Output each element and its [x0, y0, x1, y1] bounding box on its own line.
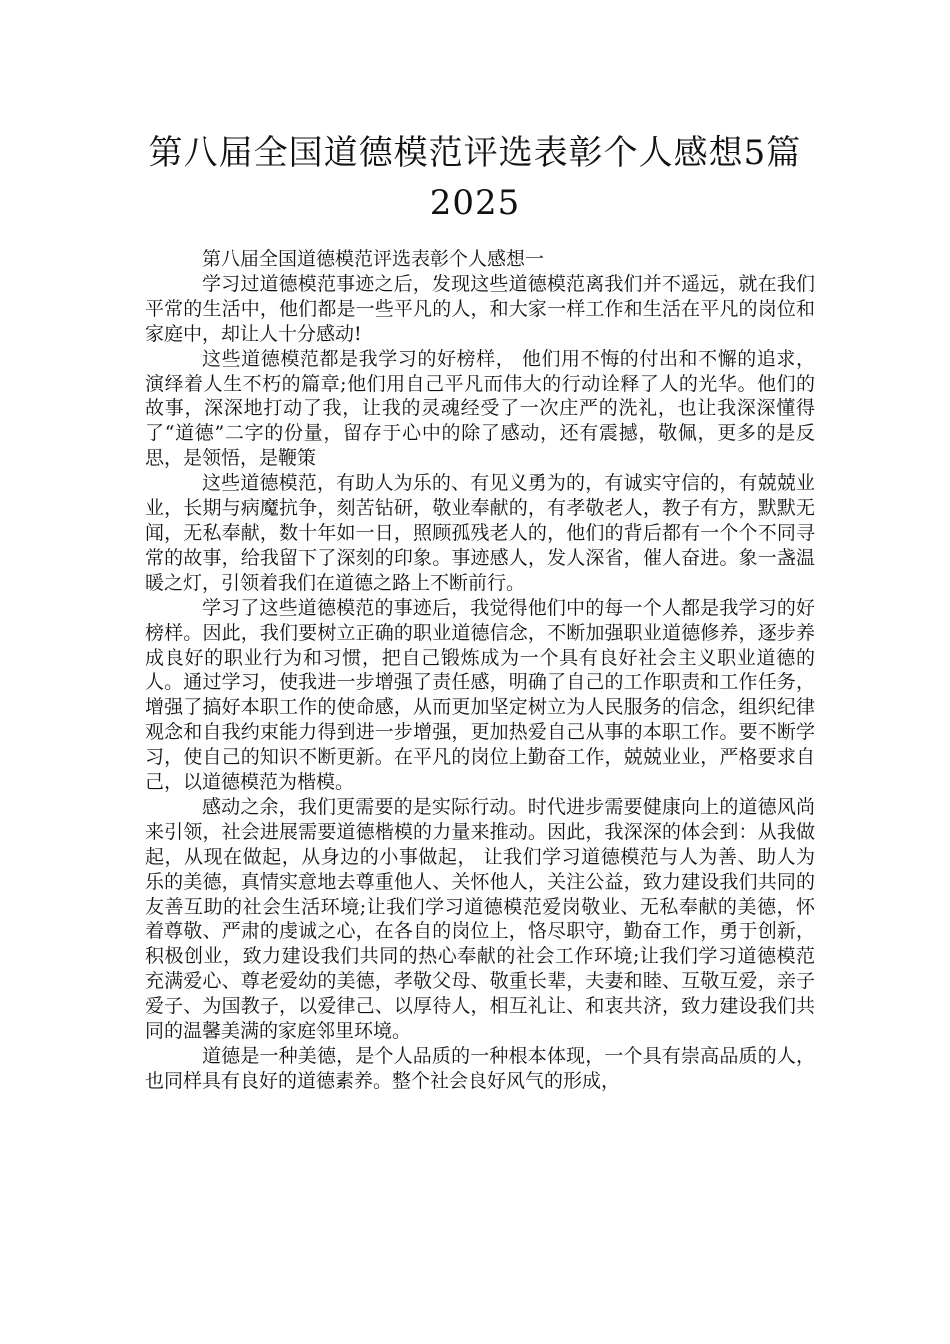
- document-body: [145, 247, 815, 1094]
- paragraph: 这些道德模范都是我学习的好榜样， 他们用不悔的付出和不懈的追求，演绎着人生不朽的篇章;他们用自己平凡而伟大的行动诠释了人的光华。他们的故事，深深地打动了我，让我的灵魂经受了一次庄严的洗礼，也让我深深懂得了“道德”二字的份量，留存于心中的除了感动，还有震撼，敬佩，更多的是反思，是领悟，是鞭策: [145, 347, 815, 470]
- document-title: 第八届全国道德模范评选表彰个人感想5篇2025: [148, 133, 802, 223]
- paragraph: 学习了这些道德模范的事迹后，我觉得他们中的每一个人都是我学习的好榜样。因此，我们要树立正确的职业道德信念，不断加强职业道德修养，逐步养成良好的职业行为和习惯，把自己锻炼成为一个具有良好社会主义职业道德的人。通过学习，使我进一步增强了责任感，明确了自己的工作职责和工作任务，增强了搞好本职工作的使命感，从而更加坚定树立为人民服务的信念，组织纪律观念和自我约束能力得到进一步增强，更加热爱自己从事的本职工作。要不断学习，使自己的知识不断更新。在平凡的岗位上勤奋工作，兢兢业业，严格要求自己，以道德模范为楷模。: [145, 596, 815, 794]
- paragraph: 道德是一种美德，是个人品质的一种根本体现，一个具有崇高品质的人，也同样具有良好的道德素养。整个社会良好风气的形成，: [145, 1045, 815, 1092]
- paragraph: 学习过道德模范事迹之后，发现这些道德模范离我们并不遥远，就在我们平常的生活中，他们都是一些平凡的人，和大家一样工作和生活在平凡的岗位和家庭中，却让人十分感动!: [145, 272, 815, 345]
- section-heading: 第八届全国道德模范评选表彰个人感想一: [202, 248, 545, 270]
- paragraph: 感动之余，我们更需要的是实际行动。时代进步需要健康向上的道德风尚来引领，社会进展需要道德楷模的力量来推动。因此，我深深的体会到：从我做起，从现在做起，从身边的小事做起， 让我们学习道德模范与人为善、助人为乐的美德，真情实意地去尊重他人、关怀他人，关注公益，致力建设我们共同的友善互助的社会生活环境;让我们学习道德模范爱岗敬业、无私奉献的美德，怀着尊敬、严肃的虔诚之心，在各自的岗位上，恪尽职守，勤奋工作，勇于创新，积极创业，致力建设我们共同的热心奉献的社会工作环境;让我们学习道德模范充满爱心、尊老爱幼的美德，孝敬父母、敬重长辈，夫妻和睦、互敬互爱，亲子爱子、为国教子，以爱律己、以厚待人，相互礼让、和衷共济，致力建设我们共同的温馨美满的家庭邻里环境。: [145, 795, 815, 1043]
- paragraph: 这些道德模范，有助人为乐的、有见义勇为的，有诚实守信的，有兢兢业业，长期与病魔抗争，刻苦钻研，敬业奉献的，有孝敬老人，教子有方，默默无闻，无私奉献，数十年如一日，照顾孤残老人的，他们的背后都有一个个不同寻常的故事，给我留下了深刻的印象。事迹感人，发人深省，催人奋进。象一盏温暖之灯，引领着我们在道德之路上不断前行。: [145, 472, 815, 594]
